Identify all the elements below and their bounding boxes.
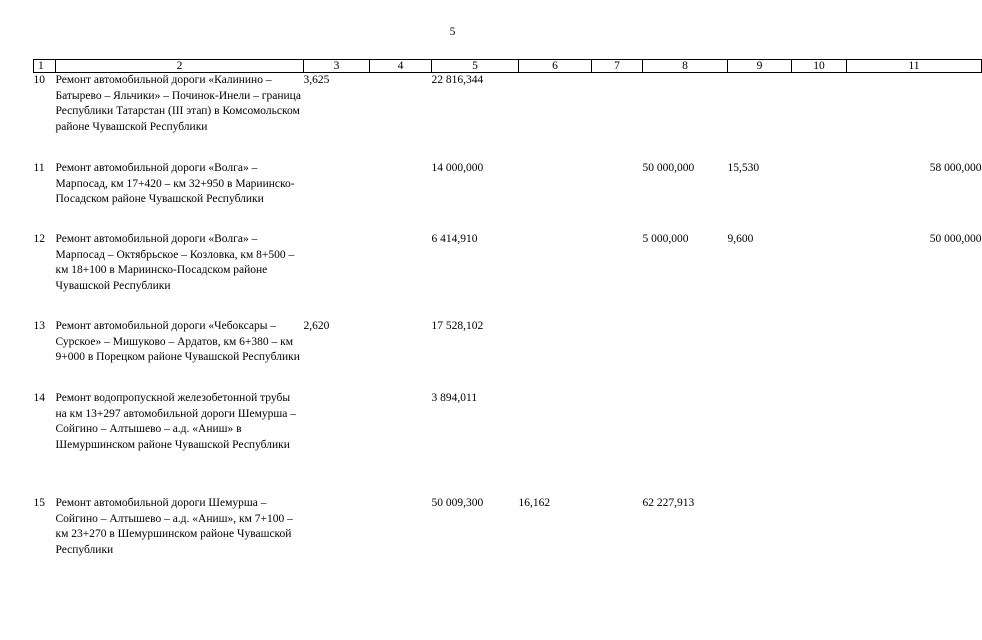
cell-col-5: 22 816,344 <box>431 74 484 86</box>
cell-col-4 <box>370 319 432 391</box>
header-col-5: 5 <box>432 60 519 73</box>
cell-col-7 <box>592 73 643 162</box>
cell-col-10 <box>792 73 847 162</box>
header-col-9: 9 <box>728 60 792 73</box>
table-row <box>34 496 982 576</box>
object-name-text: Ремонт автомобильной дороги «Чебоксары – Сурское» – Мишуково – Ардатов, км 6+380 – км 9+000 в Порецком районе Чувашской Республики <box>55 320 300 363</box>
cell-col-10 <box>792 391 847 496</box>
works-table <box>33 59 982 576</box>
cell-col-10 <box>792 232 847 319</box>
cell-col-3: 2,620 <box>303 320 330 332</box>
cell-col-4 <box>370 496 432 576</box>
object-name <box>56 319 304 391</box>
row-number: 10 <box>33 74 45 86</box>
cell-col-3 <box>304 232 370 319</box>
cell-col-8 <box>643 391 728 496</box>
cell-col-11 <box>847 73 982 162</box>
cell-col-9: 9,600 <box>727 233 754 245</box>
header-col-7: 7 <box>592 60 643 73</box>
object-name-text: Ремонт автомобильной дороги Шемурша – Сойгино – Алтышево – а.д. «Аниш», км 7+100 – км 23+270 в Шемуршинском районе Чувашской Республики <box>55 497 293 556</box>
cell-col-10 <box>792 319 847 391</box>
cell-col-5: 3 894,011 <box>431 392 478 404</box>
table-row <box>34 73 982 162</box>
cell-col-6 <box>519 232 592 319</box>
cell-col-8: 50 000,000 <box>642 162 695 174</box>
cell-col-11: 50 000,000 <box>929 233 982 245</box>
cell-col-9 <box>728 73 792 162</box>
row-number: 11 <box>33 162 45 174</box>
cell-col-11 <box>847 319 982 391</box>
cell-col-11 <box>847 391 982 496</box>
header-row <box>34 60 982 73</box>
table-row <box>34 319 982 391</box>
page-number: 5 <box>449 26 456 38</box>
object-name-text: Ремонт автомобильной дороги «Калинино – Батырево – Яльчики» – Починок-Инели – граница Республики Татарстан (III этап) в Комсомольском районе Чувашской Республики <box>55 74 301 133</box>
cell-col-7 <box>592 232 643 319</box>
header-col-8: 8 <box>643 60 728 73</box>
cell-col-11 <box>847 496 982 576</box>
row-number: 15 <box>33 497 45 509</box>
cell-col-8: 5 000,000 <box>642 233 689 245</box>
object-name <box>56 496 304 576</box>
header-col-1: 1 <box>34 60 56 73</box>
cell-col-4 <box>370 161 432 232</box>
cell-col-11: 58 000,000 <box>929 162 982 174</box>
cell-col-6 <box>519 391 592 496</box>
row-number: 13 <box>33 320 45 332</box>
table-row <box>34 161 982 232</box>
object-name-text: Ремонт автомобильной дороги «Волга» – Марпосад – Октябрьское – Козловка, км 8+500 – км 18+100 в Мариинско-Посадском районе Чувашской Республики <box>55 233 295 292</box>
cell-col-10 <box>792 161 847 232</box>
cell-col-7 <box>592 391 643 496</box>
cell-col-4 <box>370 73 432 162</box>
cell-col-7 <box>592 319 643 391</box>
header-col-3: 3 <box>304 60 370 73</box>
cell-col-5: 6 414,910 <box>431 233 478 245</box>
cell-col-8 <box>643 73 728 162</box>
header-col-6: 6 <box>519 60 592 73</box>
table-row <box>34 391 982 496</box>
cell-col-3 <box>304 496 370 576</box>
cell-col-6: 16,162 <box>518 497 551 509</box>
cell-col-3 <box>304 161 370 232</box>
object-name <box>56 391 304 496</box>
header-col-11: 11 <box>847 60 982 73</box>
cell-col-5: 14 000,000 <box>431 162 484 174</box>
cell-col-7 <box>592 161 643 232</box>
cell-col-9: 15,530 <box>727 162 760 174</box>
cell-col-9 <box>728 319 792 391</box>
cell-col-6 <box>519 161 592 232</box>
cell-col-5: 17 528,102 <box>431 320 484 332</box>
cell-col-6 <box>519 319 592 391</box>
header-col-10: 10 <box>792 60 847 73</box>
object-name-text: Ремонт автомобильной дороги «Волга» – Марпосад, км 17+420 – км 32+950 в Мариинско-Посадском районе Чувашской Республики <box>55 162 295 205</box>
cell-col-3: 3,625 <box>303 74 330 86</box>
cell-col-4 <box>370 232 432 319</box>
cell-col-5: 50 009,300 <box>431 497 484 509</box>
object-name-text: Ремонт водопропускной железобетонной трубы на км 13+297 автомобильной дороги Шемурша – Сойгино – Алтышево – а.д. «Аниш» в Шемуршинском районе Чувашской Республики <box>55 392 297 451</box>
cell-col-8 <box>643 319 728 391</box>
cell-col-8: 62 227,913 <box>642 497 695 509</box>
cell-col-6 <box>519 73 592 162</box>
cell-col-10 <box>792 496 847 576</box>
cell-col-7 <box>592 496 643 576</box>
row-number: 14 <box>33 392 45 404</box>
header-col-4: 4 <box>370 60 432 73</box>
table-row <box>34 232 982 319</box>
row-number: 12 <box>33 233 45 245</box>
cell-col-4 <box>370 391 432 496</box>
cell-col-3 <box>304 391 370 496</box>
object-name <box>56 161 304 232</box>
header-col-2: 2 <box>56 60 304 73</box>
object-name <box>56 73 304 162</box>
object-name <box>56 232 304 319</box>
cell-col-9 <box>728 391 792 496</box>
cell-col-9 <box>728 496 792 576</box>
